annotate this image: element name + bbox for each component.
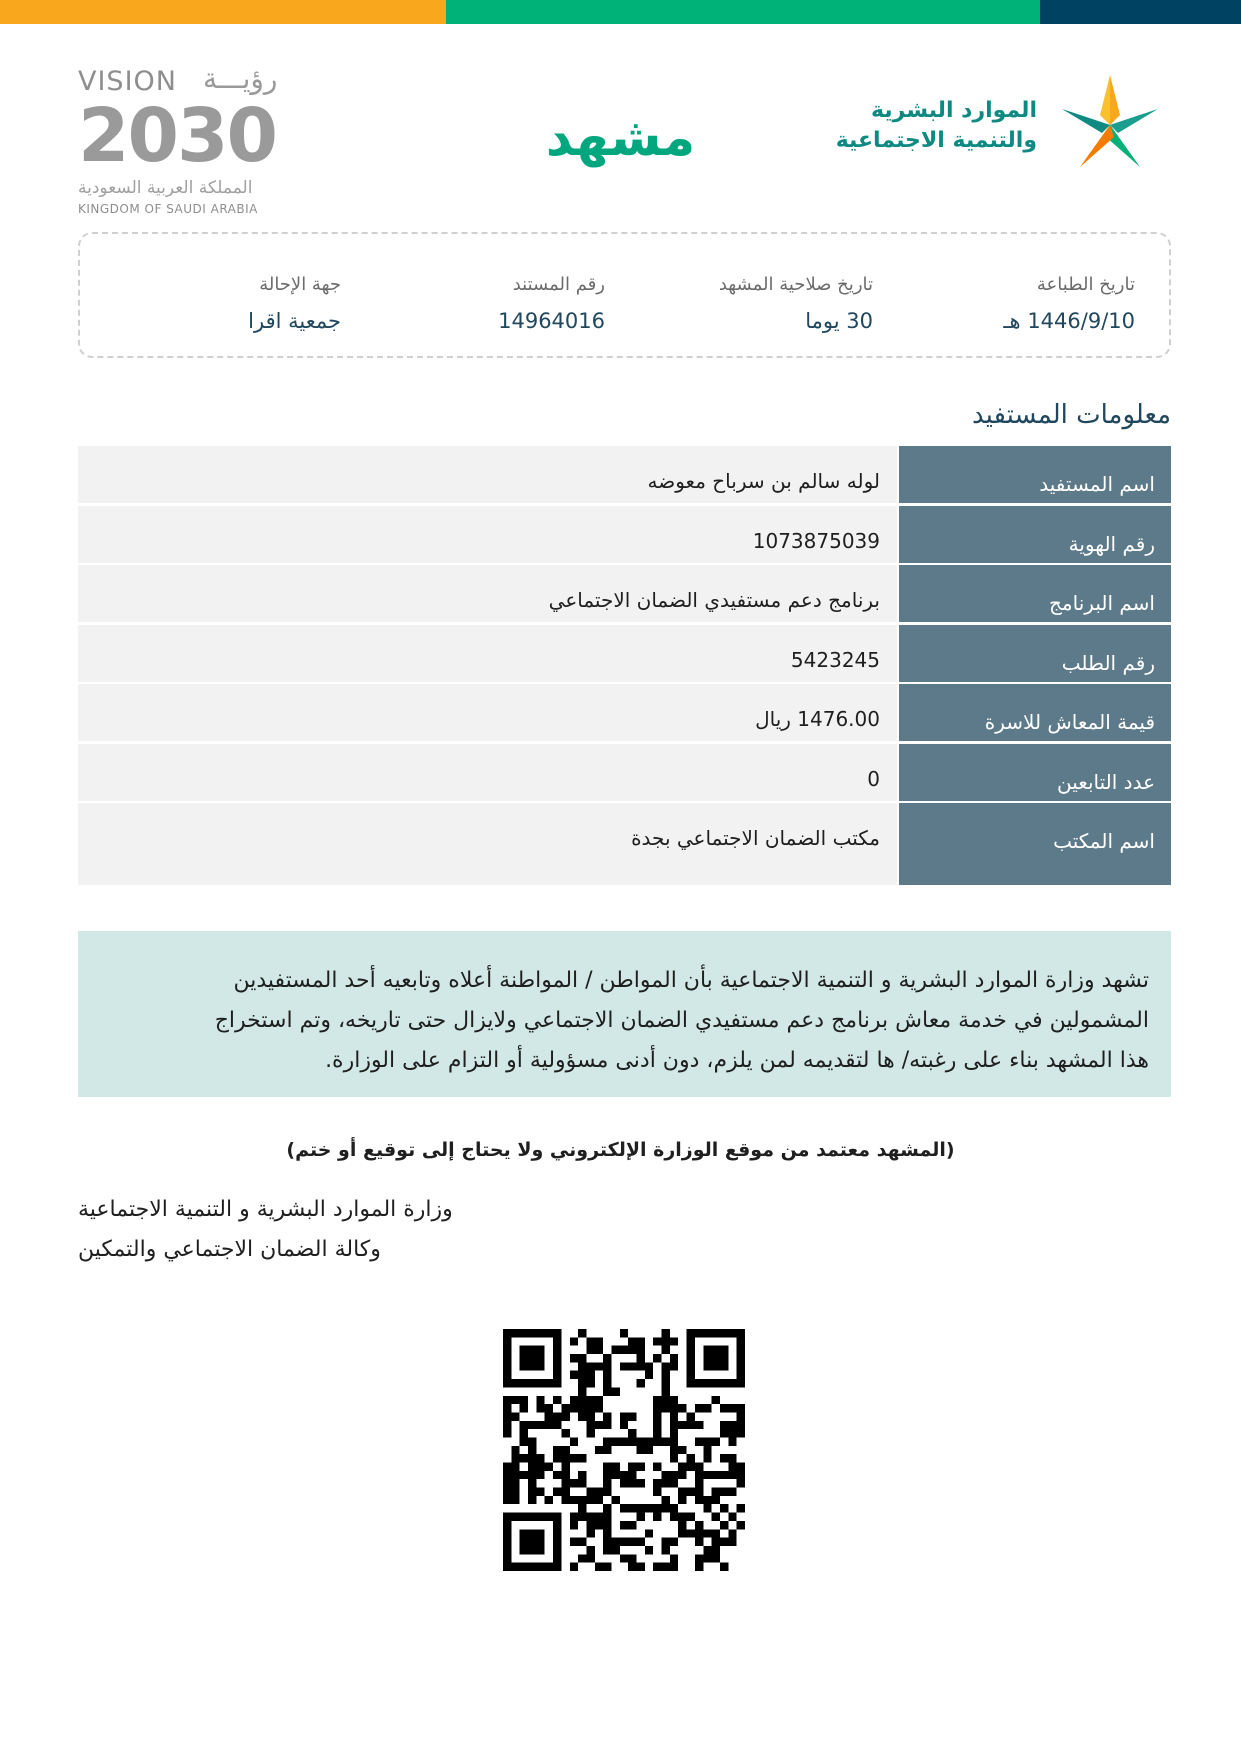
page-title: مشهد (545, 108, 696, 168)
ministry-name-line1: الموارد البشرية (871, 98, 1037, 123)
row-label: قيمة المعاش للاسرة (899, 684, 1171, 741)
ministry-logo (833, 70, 1173, 190)
certification-line3: هذا المشهد بناء على رغبته/ ها لتقديمه لمن يلزم، دون أدنى مسؤولية أو التزام على الوزارة. (325, 1048, 1149, 1073)
validity-field (719, 274, 873, 333)
row-label: اسم المكتب (899, 803, 1171, 885)
vision-country-arabic: المملكة العربية السعودية (78, 178, 253, 198)
document-info-box (78, 232, 1171, 358)
table-row (78, 803, 1171, 885)
print-date-field (1003, 274, 1135, 333)
doc-number-label: رقم المستند (512, 274, 605, 295)
row-value: 5423245 (78, 625, 897, 682)
certification-line2: المشمولين في خدمة معاش برنامج دعم مستفيدي الضمان الاجتماعي ولايزال حتى تاريخه، وتم استخراج (214, 1008, 1149, 1033)
approval-note: (المشهد معتمد من موقع الوزارة الإلكتروني ولا يحتاج إلى توقيع أو ختم) (286, 1139, 955, 1161)
signature-line2: وكالة الضمان الاجتماعي والتمكين (78, 1237, 381, 1262)
top-bar-orange (0, 0, 446, 24)
validity-label: تاريخ صلاحية المشهد (718, 274, 873, 295)
row-label: عدد التابعين (899, 744, 1171, 801)
ministry-star-icon (1048, 70, 1173, 180)
row-label: رقم الطلب (899, 625, 1171, 682)
qr-code-icon (503, 1329, 745, 1571)
beneficiary-table (78, 446, 1171, 888)
row-value: لوله سالم بن سرباح معوضه (78, 446, 897, 503)
referral-label: جهة الإحالة (259, 274, 341, 295)
signature-block (78, 1190, 453, 1270)
table-row (78, 684, 1171, 741)
row-value: برنامج دعم مستفيدي الضمان الاجتماعي (78, 565, 897, 622)
table-row (78, 446, 1171, 503)
table-row (78, 565, 1171, 622)
ministry-name-line2: والتنمية الاجتماعية (835, 128, 1037, 153)
table-row (78, 506, 1171, 563)
doc-number-value: 14964016 (498, 309, 605, 333)
row-label: اسم المستفيد (899, 446, 1171, 503)
vision-word: VISION (78, 66, 177, 97)
row-value: 1476.00 ريال (78, 684, 897, 741)
row-label: اسم البرنامج (899, 565, 1171, 622)
vision-arabic-word: رؤيـــة (203, 62, 278, 95)
table-row (78, 744, 1171, 801)
referral-value: جمعية اقرا (248, 309, 341, 333)
signature-line1: وزارة الموارد البشرية و التنمية الاجتماعية (78, 1197, 453, 1222)
print-date-label: تاريخ الطباعة (1036, 274, 1135, 295)
print-date-value: 1446/9/10 هـ (1003, 309, 1135, 333)
doc-number-field (498, 274, 605, 333)
row-value: 0 (78, 744, 897, 801)
top-color-bar (0, 0, 1241, 24)
validity-value: 30 يوما (805, 309, 873, 333)
top-bar-green (446, 0, 1040, 24)
vision-number: 2030 (78, 93, 276, 179)
row-value: مكتب الضمان الاجتماعي بجدة (78, 803, 897, 885)
certification-paragraph (78, 931, 1171, 1097)
row-value: 1073875039 (78, 506, 897, 563)
top-bar-navy (1040, 0, 1241, 24)
vision-country-english: KINGDOM OF SAUDI ARABIA (78, 202, 258, 216)
table-row (78, 625, 1171, 682)
referral-field (248, 274, 341, 333)
beneficiary-section-title: معلومات المستفيد (972, 400, 1171, 430)
row-label: رقم الهوية (899, 506, 1171, 563)
certification-line1: تشهد وزارة الموارد البشرية و التنمية الاجتماعية بأن المواطن / المواطنة أعلاه وتابعيه أحد المستفيدين (233, 968, 1149, 993)
